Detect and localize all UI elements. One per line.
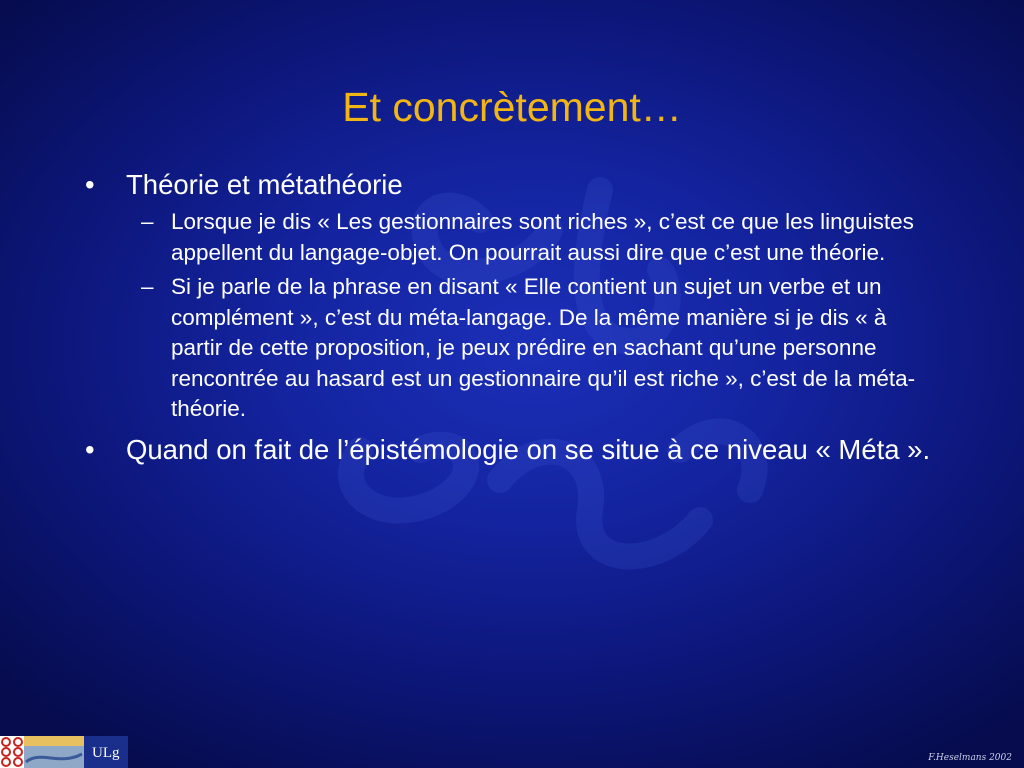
bullet-text: Théorie et métathéorie (126, 169, 403, 200)
sub-bullet-text: Si je parle de la phrase en disant « Elle contient un sujet un verbe et un complément », c’est du méta-langage. De la même manière si je dis « à partir de cette proposition, je peux prédire en sachant qu’une personne rencontrée au hasard est un gestionnaire qu’il est riche », c’est de la méta-théorie. (171, 274, 916, 421)
slide-title: Et concrètement… (342, 84, 682, 130)
sub-bullet-item (85, 207, 925, 268)
dash-marker: – (141, 274, 154, 299)
bullet-marker: • (85, 169, 95, 200)
bullet-text: Quand on fait de l’épistémologie on se situe à ce niveau « Méta ». (126, 433, 931, 465)
sub-bullet-item (85, 272, 925, 425)
logo-text: ULg (92, 745, 120, 761)
bullet-marker: • (85, 433, 95, 465)
bullet-item (85, 166, 945, 203)
university-logo (0, 736, 128, 768)
dash-marker: – (141, 209, 154, 234)
bullet-item (85, 431, 945, 468)
author-signature: F.Heselmans 2002 (928, 753, 1012, 763)
sub-bullet-text: Lorsque je dis « Les gestionnaires sont riches », c’est ce que les linguistes appellent du langage-objet. On pourrait aussi dire que c’est une théorie. (171, 209, 914, 265)
slide-body (85, 166, 945, 468)
